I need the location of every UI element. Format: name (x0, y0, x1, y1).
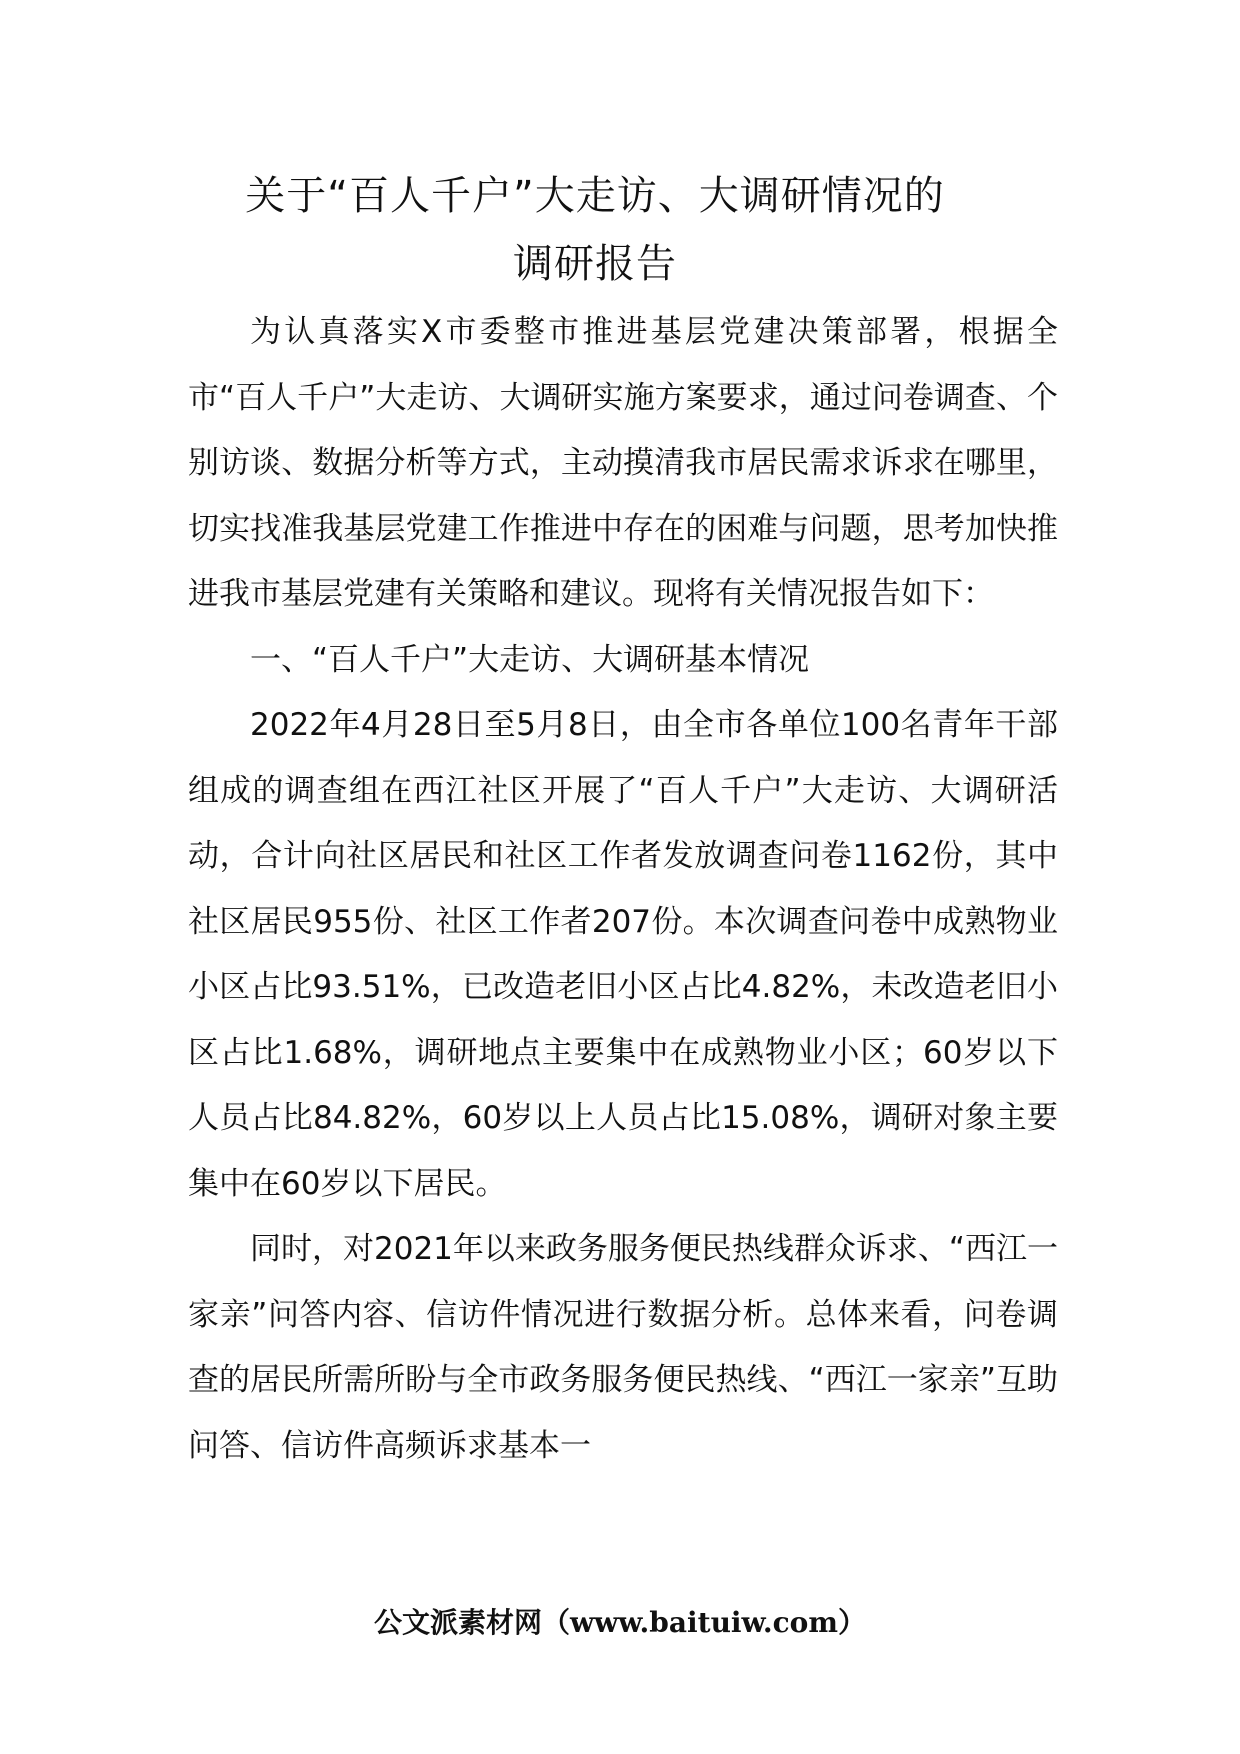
document-title-line-1: 关于“百人千户”大走访、大调研情况的 (245, 173, 945, 219)
section-1-paragraph-1: 2022年4月28日至5月8日，由全市各单位100名青年干部组成的调查组在西江社区开展了“百人千户”大走访、大调研活动，合计向社区居民和社区工作者发放调查问卷1162份，其中社区居民955份、社区工作者207份。本次调查问卷中成熟物业小区占比93.51%，已改造老旧小区占比4.82%，未改造老旧小区占比1.68%，调研地点主要集中在成熟物业小区；60岁以下人员占比84.82%，60岁以上人员占比15.08%，调研对象主要集中在60岁以下居民。 (188, 707, 1058, 1202)
intro-paragraph: 为认真落实X市委整市推进基层党建决策部署，根据全市“百人千户”大走访、大调研实施方案要求，通过问卷调查、个别访谈、数据分析等方式，主动摸清我市居民需求诉求在哪里，切实找准我基层党建工作推进中存在的困难与问题，思考加快推进我市基层党建有关策略和建议。现将有关情况报告如下： (188, 314, 1058, 612)
document-body (188, 300, 1058, 1479)
section-1-heading: 一、“百人千户”大走访、大调研基本情况 (250, 641, 810, 678)
section-1-paragraph-2: 同时，对2021年以来政务服务便民热线群众诉求、“西江一家亲”问答内容、信访件情况进行数据分析。总体来看，问卷调查的居民所需所盼与全市政务服务便民热线、“西江一家亲”互助问答、信访件高频诉求基本一 (188, 1231, 1058, 1464)
footer-watermark-text: 公文派素材网（www.baituiw.com） (374, 1606, 866, 1639)
document-title-line-2: 调研报告 (513, 241, 677, 287)
